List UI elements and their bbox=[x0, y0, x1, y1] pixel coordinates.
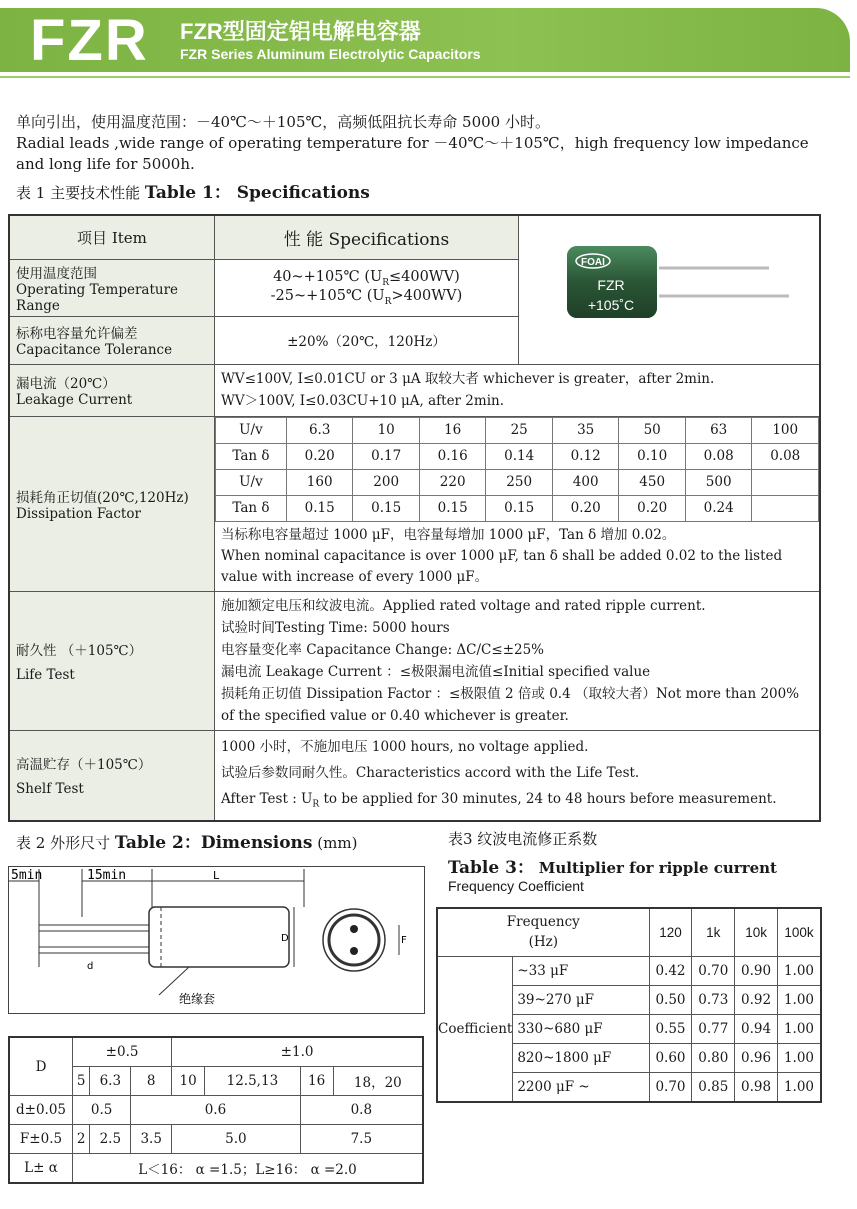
intro bbox=[16, 112, 816, 175]
spec-table bbox=[8, 214, 821, 822]
dims-D-head: D bbox=[9, 1037, 73, 1096]
header bbox=[0, 0, 857, 78]
dim-15min: 15min bbox=[87, 868, 127, 883]
temp-label: 使用温度范围 Operating Temperature Range bbox=[9, 259, 214, 316]
df-cell: 0.20 bbox=[552, 495, 619, 521]
df-cell: 450 bbox=[619, 469, 686, 495]
df-cell: 0.16 bbox=[419, 443, 486, 469]
tol-label: 标称电容量允许偏差 Capacitance Tolerance bbox=[9, 316, 214, 364]
df-cell: 500 bbox=[685, 469, 752, 495]
ripple-value: 0.90 bbox=[735, 956, 778, 985]
df-cell: U/v bbox=[215, 469, 286, 495]
df-cell: 100 bbox=[752, 417, 819, 443]
ripple-cap: 2200 μF ~ bbox=[513, 1072, 649, 1102]
temp-value: 40~+105℃ $(U_R\le 400WV)$ -25~+105℃ $(U_R>400WV)$ bbox=[214, 259, 518, 316]
ripple-value: 1.00 bbox=[777, 1043, 821, 1072]
ripple-value: 0.96 bbox=[735, 1043, 778, 1072]
df-cell: 63 bbox=[685, 417, 752, 443]
ripple-value: 0.70 bbox=[649, 1072, 692, 1102]
ripple-row bbox=[437, 956, 821, 985]
ripple-value: 1.00 bbox=[777, 985, 821, 1014]
dim-D: D bbox=[281, 933, 289, 944]
intro-en: Radial leads ,wide range of operating temperature for －40℃～＋105℃，high frequency low impedance and long life for 5000h. bbox=[16, 134, 809, 173]
df-cell: 160 bbox=[286, 469, 353, 495]
df-cell bbox=[752, 469, 819, 495]
df-cell: 0.15 bbox=[419, 495, 486, 521]
df-label: 损耗角正切值(20℃,120Hz) Dissipation Factor bbox=[9, 416, 214, 591]
life-value: 施加额定电压和纹波电流。Applied rated voltage and rated ripple current. 试验时间Testing Time: 5000 hours 电容量变化率 Capacitance Change: ΔC/C≤±25% 漏电流 Leakage Current ：≤极限漏电流值≤Initial specified value 损耗角正切值 Dissipation Factor ：≤极限值 2 倍或 0.4 （取较大者）Not more than 200% of the specified value or 0.40 whichever is greater. bbox=[214, 591, 820, 730]
ripple-value: 0.55 bbox=[649, 1014, 692, 1043]
ripple-value: 0.94 bbox=[735, 1014, 778, 1043]
df-cell: 0.08 bbox=[752, 443, 819, 469]
df-value bbox=[214, 416, 820, 591]
dimension-drawing bbox=[8, 866, 425, 1014]
df-cell: 6.3 bbox=[286, 417, 353, 443]
df-cell: Tan δ bbox=[215, 495, 286, 521]
df-cell: 0.12 bbox=[552, 443, 619, 469]
head-item: 项目 Item bbox=[9, 215, 214, 259]
dimensions-table: D ±0.5 ±1.0 5 6.3 8 10 12.5,13 16 18，20 d±0.05 0.5 0.6 0.8 F±0.5 2 2.5 3.5 5.0 7.5 L± α L＜16： α =1.5；L≥16： α =2.0 bbox=[8, 1036, 424, 1184]
title-cn: FZR型固定铝电解电容器 bbox=[180, 19, 421, 44]
freq-head: Frequency (Hz) bbox=[437, 908, 649, 956]
ripple-value: 0.85 bbox=[692, 1072, 735, 1102]
df-cell: 200 bbox=[353, 469, 420, 495]
table1-caption-en: Table 1： Specifications bbox=[144, 183, 370, 203]
series-logo: FZR bbox=[30, 8, 149, 73]
df-cell bbox=[752, 495, 819, 521]
dim-F: F bbox=[401, 935, 407, 946]
ripple-cap: 39~270 μF bbox=[513, 985, 649, 1014]
df-cell: 220 bbox=[419, 469, 486, 495]
df-cell: Tan δ bbox=[215, 443, 286, 469]
table1-caption bbox=[16, 178, 370, 203]
df-cell: 0.10 bbox=[619, 443, 686, 469]
df-cell: 0.20 bbox=[286, 443, 353, 469]
dim-d: d bbox=[87, 961, 94, 972]
df-cell: 0.24 bbox=[685, 495, 752, 521]
insulation-label: 绝缘套 bbox=[179, 992, 216, 1006]
leak-value: WV≤100V, I≤0.01CU or 3 μA 取较大者 whichever is greater，after 2min. WV＞100V, I≤0.03CU+10 μA, after 2min. bbox=[214, 364, 820, 416]
ripple-value: 0.73 bbox=[692, 985, 735, 1014]
shelf-label: 高温贮存（＋105℃） Shelf Test bbox=[9, 730, 214, 821]
table3-caption: 表3 纹波电流修正系数 Table 3： Multiplier for ripple current Frequency Coefficient bbox=[448, 830, 777, 894]
df-cell: 0.15 bbox=[286, 495, 353, 521]
table1-caption-cn: 表 1 主要技术性能 bbox=[16, 184, 141, 202]
ripple-value: 0.77 bbox=[692, 1014, 735, 1043]
df-cell: 35 bbox=[552, 417, 619, 443]
df-table bbox=[215, 417, 819, 522]
dims-group-10: ±1.0 bbox=[172, 1037, 423, 1067]
table2-caption: 表 2 外形尺寸 Table 2：Dimensions (mm) bbox=[16, 833, 358, 853]
ripple-value: 1.00 bbox=[777, 1014, 821, 1043]
ripple-value: 0.70 bbox=[692, 956, 735, 985]
intro-cn: 单向引出，使用温度范围：－40℃～＋105℃，高频低阻抗长寿命 5000 小时。 bbox=[16, 113, 550, 131]
ripple-value: 0.92 bbox=[735, 985, 778, 1014]
leak-label: 漏电流（20℃） Leakage Current bbox=[9, 364, 214, 416]
df-cell: 10 bbox=[353, 417, 420, 443]
product-image bbox=[518, 215, 820, 364]
dim-5min: 5min bbox=[11, 868, 43, 883]
ripple-cap: 820~1800 μF bbox=[513, 1043, 649, 1072]
capacitor-icon bbox=[519, 238, 819, 338]
df-cell: 0.20 bbox=[619, 495, 686, 521]
shelf-value: 1000 小时，不施加电压 1000 hours, no voltage applied. 试验后参数同耐久性。Characteristics accord with the Life Test. After Test : $U_R$ to be applied for 30 minutes, 24 to 48 hours before measurement. bbox=[214, 730, 820, 821]
df-row bbox=[215, 469, 818, 495]
ripple-value: 0.80 bbox=[692, 1043, 735, 1072]
dims-group-05: ±0.5 bbox=[73, 1037, 172, 1067]
ripple-value: 0.98 bbox=[735, 1072, 778, 1102]
df-cell: 0.15 bbox=[486, 495, 553, 521]
df-row bbox=[215, 417, 818, 443]
df-cell: 25 bbox=[486, 417, 553, 443]
life-label: 耐久性 （＋105℃） Life Test bbox=[9, 591, 214, 730]
coef-label: Coefficient bbox=[437, 956, 513, 1102]
model-text: FZR bbox=[597, 276, 625, 293]
df-cell: 0.14 bbox=[486, 443, 553, 469]
brand-text: FOAI bbox=[581, 256, 605, 268]
ripple-value: 0.42 bbox=[649, 956, 692, 985]
df-cell: 16 bbox=[419, 417, 486, 443]
head-spec: 性 能 Specifications bbox=[214, 215, 518, 259]
df-row bbox=[215, 443, 818, 469]
df-cell: 0.17 bbox=[353, 443, 420, 469]
df-cell: 400 bbox=[552, 469, 619, 495]
df-cell: U/v bbox=[215, 417, 286, 443]
dim-L: L bbox=[213, 869, 220, 882]
df-note: 当标称电容量超过 1000 μF，电容量每增加 1000 μF，Tan δ 增加 0.02。 When nominal capacitance is over 1000 μF, tan δ shall be added 0.02 to the listed value with increase of every 1000 μF。 bbox=[220, 526, 783, 585]
ripple-table: Frequency (Hz) 120 1k 10k 100k Coefficient ~33 μF 0.42 0.70 0.90 1.00 39~270 μF 0.50 0.73 0.92 1.00 330~680 μF 0.55 0.77 0.94 1.00 820~1800 μF 0.60 0.80 0.96 1.00 2200 μF ~ 0.70 0.85 0.98 1.00 bbox=[436, 907, 822, 1103]
temp-text: +105˚C bbox=[587, 296, 635, 313]
ripple-cap: ~33 μF bbox=[513, 956, 649, 985]
df-cell: 250 bbox=[486, 469, 553, 495]
ripple-value: 0.60 bbox=[649, 1043, 692, 1072]
ripple-cap: 330~680 μF bbox=[513, 1014, 649, 1043]
df-cell: 50 bbox=[619, 417, 686, 443]
title-en: FZR Series Aluminum Electrolytic Capacitors bbox=[180, 46, 481, 62]
tol-value: ±20%（20℃，120Hz） bbox=[214, 316, 518, 364]
df-row bbox=[215, 495, 818, 521]
df-cell: 0.15 bbox=[353, 495, 420, 521]
ripple-value: 1.00 bbox=[777, 1072, 821, 1102]
header-divider bbox=[0, 76, 850, 78]
ripple-value: 1.00 bbox=[777, 956, 821, 985]
df-cell: 0.08 bbox=[685, 443, 752, 469]
ripple-value: 0.50 bbox=[649, 985, 692, 1014]
